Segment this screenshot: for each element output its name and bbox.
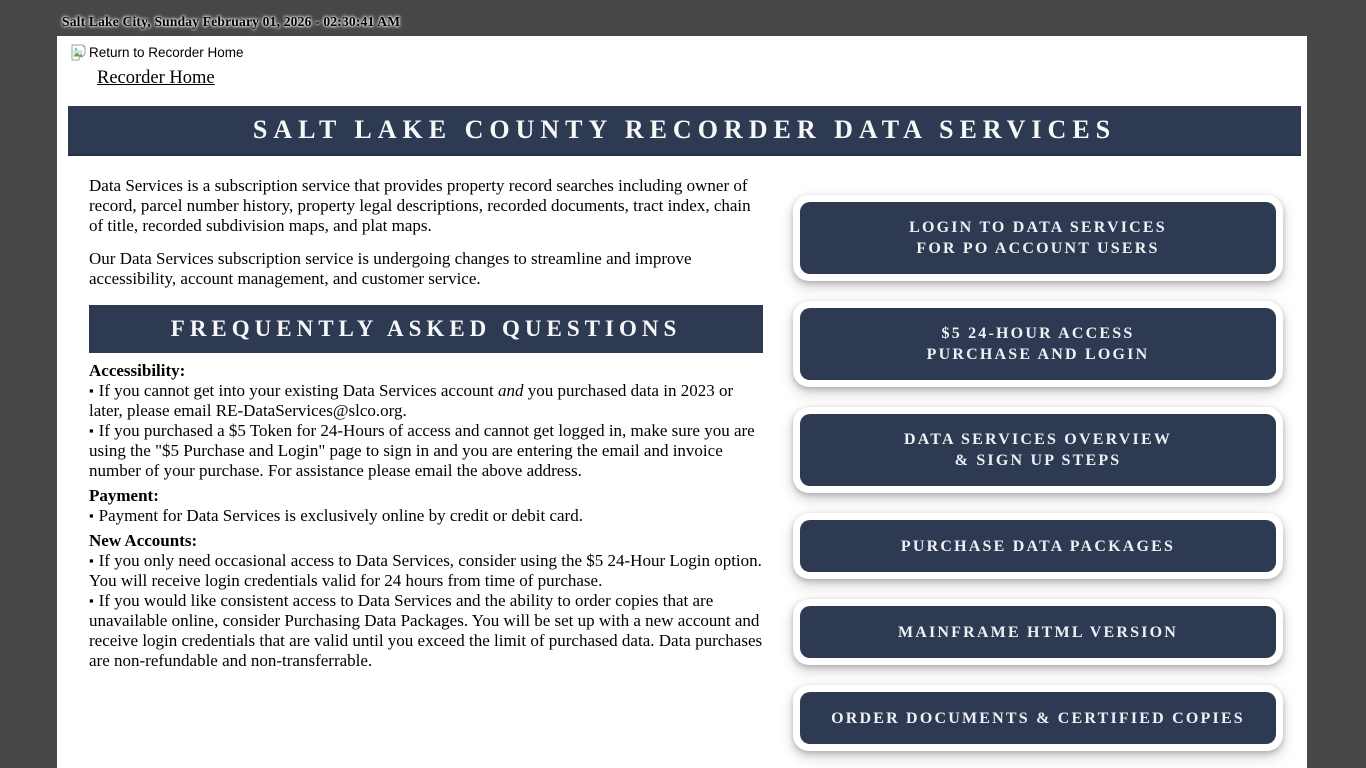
button-card	[793, 301, 1283, 387]
button-label-line: DATA SERVICES OVERVIEW	[903, 431, 1173, 448]
button-card	[793, 407, 1283, 493]
bullet-text: If you only need occasional access to Data Services, consider using the $5 24-Hour Login option. You will receive login credentials valid for 24 hours from time of purchase.	[89, 551, 762, 590]
button-card	[793, 195, 1283, 281]
bullet-text: If you cannot get into your existing Data Services account	[98, 381, 498, 400]
bullet-marker: ▪	[89, 423, 94, 438]
login-po-account-button[interactable]	[800, 202, 1276, 274]
mainframe-html-version-button[interactable]	[800, 606, 1276, 658]
button-label-line: $5 24-HOUR ACCESS	[941, 325, 1135, 342]
faq-bullet-new-accounts-1	[89, 551, 765, 591]
overview-signup-steps-button[interactable]	[800, 414, 1276, 486]
button-label-line: & SIGN UP STEPS	[954, 452, 1122, 469]
action-buttons-column	[793, 195, 1283, 751]
faq-section-header-new-accounts: New Accounts:	[89, 531, 198, 550]
bullet-marker: ▪	[89, 508, 94, 523]
return-home-link[interactable]	[70, 44, 244, 61]
faq-bullet-accessibility-2	[89, 421, 765, 481]
recorder-home-link[interactable]: Recorder Home	[97, 68, 215, 88]
page-title: SALT LAKE COUNTY RECORDER DATA SERVICES	[68, 106, 1301, 156]
bullet-text: Payment for Data Services is exclusively online by credit or debit card.	[98, 506, 583, 525]
purchase-data-packages-button[interactable]	[800, 520, 1276, 572]
faq-bullet-new-accounts-2	[89, 591, 765, 671]
bullet-marker: ▪	[89, 553, 94, 568]
intro-and-faq-column	[89, 176, 765, 671]
broken-image-icon	[70, 44, 87, 61]
bullet-text: If you would like consistent access to Data Services and the ability to order copies that are unavailable online, consider Purchasing Data Packages. You will be set up with a new account and receive login credentials that are valid until you exceed the limit of purchased data. Data purchases are non-refundable and non-transferrable.	[89, 591, 763, 670]
faq-section-header-payment: Payment:	[89, 486, 159, 505]
bullet-text: If you purchased a $5 Token for 24-Hours of access and cannot get logged in, make sure you are using the "$5 Purchase and Login" page to sign in and you are entering the email and invoice number of your purchase. For assistance please email the above address.	[89, 421, 755, 480]
broken-image-alt-text: Return to Recorder Home	[89, 45, 244, 60]
order-documents-certified-copies-button[interactable]	[800, 692, 1276, 744]
intro-paragraph-2: Our Data Services subscription service is undergoing changes to streamline and improve accessibility, account management, and customer service.	[89, 249, 692, 288]
bullet-marker: ▪	[89, 593, 94, 608]
intro-paragraph-1: Data Services is a subscription service that provides property record searches including owner of record, parcel number history, property legal descriptions, recorded documents, tract index, chain of title, recorded subdivision maps, and plat maps.	[89, 176, 751, 235]
faq-section-header-accessibility: Accessibility:	[89, 361, 186, 380]
bullet-text-italic: and	[498, 381, 524, 400]
button-card	[793, 685, 1283, 751]
button-label-line: LOGIN TO DATA SERVICES	[909, 219, 1167, 236]
24-hour-access-purchase-login-button[interactable]	[800, 308, 1276, 380]
button-label-line: MAINFRAME HTML VERSION	[897, 623, 1179, 641]
bullet-text: you purchased data in 2023 or later, please email RE-DataServices@slco.org.	[89, 381, 734, 420]
faq-bullet-accessibility-1	[89, 381, 765, 421]
faq-bullet-payment-1	[89, 506, 765, 526]
faq-banner: FREQUENTLY ASKED QUESTIONS	[89, 305, 763, 353]
button-card	[793, 513, 1283, 579]
button-card	[793, 599, 1283, 665]
bullet-marker: ▪	[89, 383, 94, 398]
button-label-line: ORDER DOCUMENTS & CERTIFIED COPIES	[831, 709, 1245, 727]
datetime-text: Salt Lake City, Sunday February 01, 2026 - 02:30:41 AM	[62, 14, 401, 29]
button-label-line: PURCHASE AND LOGIN	[926, 346, 1150, 363]
content-panel	[57, 36, 1307, 768]
button-label-line: PURCHASE DATA PACKAGES	[900, 537, 1176, 555]
button-label-line: FOR PO ACCOUNT USERS	[916, 240, 1160, 257]
